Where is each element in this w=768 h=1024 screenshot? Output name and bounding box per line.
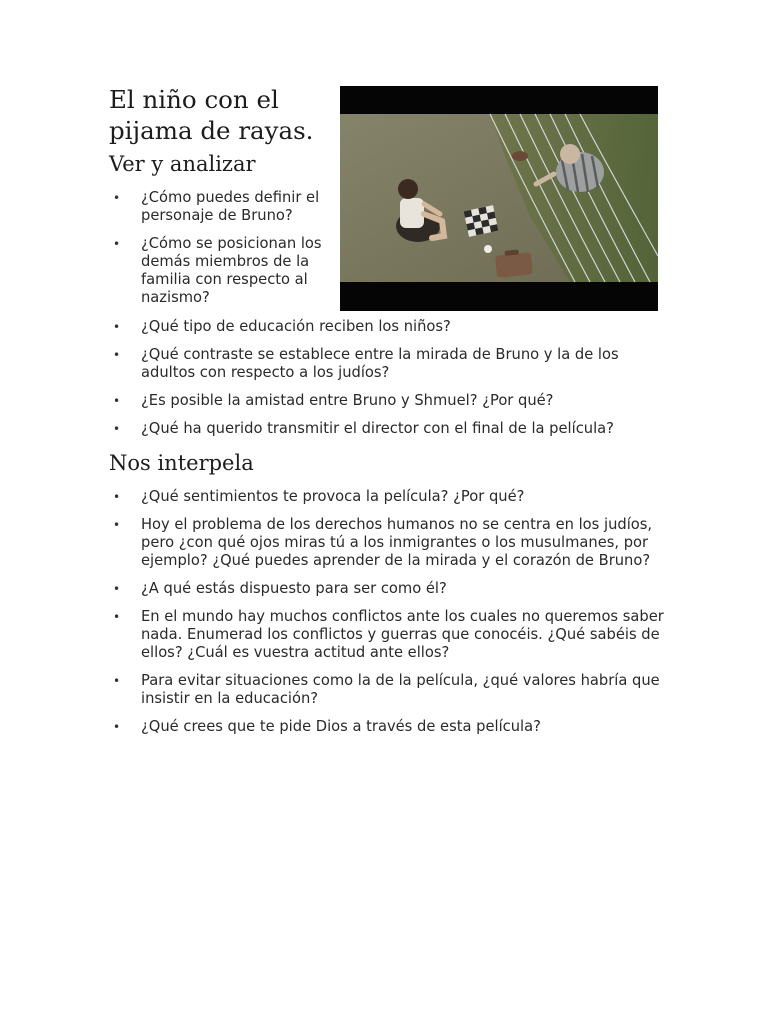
list-item: • ¿A qué estás dispuesto para ser como él?: [113, 580, 447, 597]
bullet-icon: •: [113, 582, 121, 596]
bullet-icon: •: [113, 720, 121, 734]
bullet-icon: •: [113, 422, 121, 436]
bullet-icon: •: [113, 191, 121, 205]
list-item: • ¿Qué contraste se establece entre la mirada de Bruno y la de los adultos con respecto a los judíos?: [113, 346, 619, 381]
film-still-scene: [340, 86, 658, 311]
list-item: • ¿Es posible la amistad entre Bruno y Shmuel? ¿Por qué?: [113, 392, 554, 409]
list-item: • ¿Qué tipo de educación reciben los niños?: [113, 318, 451, 335]
bullet-icon: •: [113, 348, 121, 362]
list-item: • ¿Qué crees que te pide Dios a través de esta película?: [113, 718, 541, 735]
section-heading-nos-interpela: Nos interpela: [109, 451, 254, 475]
list-item: • Para evitar situaciones como la de la película, ¿qué valores habría que insistir en la educación?: [113, 672, 660, 707]
reflection-question-list: [113, 488, 673, 746]
analysis-question-list-top: [113, 189, 343, 317]
bullet-icon: •: [113, 320, 121, 334]
bullet-icon: •: [113, 610, 121, 624]
list-item: • ¿Qué sentimientos te provoca la película? ¿Por qué?: [113, 488, 525, 505]
bullet-icon: •: [113, 674, 121, 688]
list-item: • Hoy el problema de los derechos humanos no se centra en los judíos, pero ¿con qué ojos miras tú a los inmigrantes o los musulmanes, por ejemplo? ¿Qué puedes aprender de la mirada y el corazón de Bruno?: [113, 516, 653, 569]
list-item: • ¿Cómo puedes definir el personaje de Bruno?: [113, 189, 320, 224]
analysis-question-list-bottom: [113, 318, 673, 448]
film-still-image: [340, 86, 658, 311]
bullet-icon: •: [113, 490, 121, 504]
section-heading-ver-y-analizar: Ver y analizar: [109, 152, 256, 176]
list-item: • ¿Cómo se posicionan los demás miembros de la familia con respecto al nazismo?: [113, 235, 322, 306]
bullet-icon: •: [113, 237, 121, 251]
document-title: El niño con el pijama de rayas.: [109, 85, 314, 145]
bullet-icon: •: [113, 394, 121, 408]
list-item: • ¿Qué ha querido transmitir el director con el final de la película?: [113, 420, 614, 437]
bullet-icon: •: [113, 518, 121, 532]
list-item: • En el mundo hay muchos conflictos ante los cuales no queremos saber nada. Enumerad los conflictos y guerras que conocéis. ¿Qué sabéis de ellos? ¿Cuál es vuestra actitud ante ellos?: [113, 608, 664, 661]
